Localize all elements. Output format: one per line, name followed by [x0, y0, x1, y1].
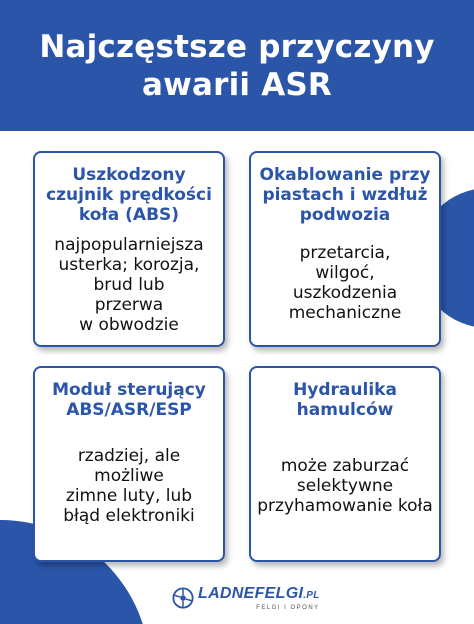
logo-wordmark: [198, 585, 320, 604]
wheel-icon: [172, 587, 194, 609]
card-title: [46, 165, 212, 225]
page-title-line-1: Najczęstsze przyczyny: [39, 28, 435, 65]
logo-brand: LADNEFELGI: [198, 584, 304, 602]
card-title: [293, 380, 397, 420]
card-title-line: podwozia: [299, 205, 391, 225]
page-title-line-2: awarii ASR: [142, 66, 332, 103]
card-body-line: przyhamowanie koła: [257, 496, 433, 516]
card-title-line: Okablowanie przy: [259, 165, 431, 185]
card-body-line: przetarcia,: [299, 243, 391, 263]
card-body-line: brud lub: [93, 275, 165, 295]
card-body-line: może zaburzać: [280, 456, 410, 476]
card-title-line: Uszkodzony: [72, 165, 186, 185]
header-banner: [0, 0, 474, 131]
cause-card-speed-sensor: [33, 151, 225, 347]
card-description: [257, 420, 433, 552]
card-description: [54, 235, 203, 335]
brand-logo[interactable]: [172, 582, 320, 614]
card-body-line: rzadziej, ale możliwe: [77, 446, 181, 486]
card-body-line: błąd elektroniki: [63, 506, 195, 526]
cause-card-control-module: [33, 366, 225, 562]
logo-tagline: FELGI I OPONY: [256, 604, 320, 611]
card-title: [260, 165, 431, 225]
card-body-line: przerwa: [94, 295, 164, 315]
logo-text: [198, 585, 320, 612]
card-title-line: ABS/ASR/ESP: [66, 400, 192, 420]
card-title-line: koła (ABS): [78, 205, 180, 225]
card-description: [41, 420, 217, 552]
card-title: [52, 380, 206, 420]
card-title-line: Moduł sterujący: [52, 380, 206, 400]
card-body-line: wilgoć,: [315, 263, 375, 283]
card-body-line: w obwodzie: [79, 315, 179, 335]
card-title-line: piastach i wzdłuż: [262, 185, 428, 205]
cause-card-brake-hydraulics: [249, 366, 441, 562]
logo-domain-suffix: .PL: [303, 589, 320, 601]
card-title-line: Hydraulika: [293, 380, 397, 400]
card-body-line: zimne luty, lub: [65, 486, 193, 506]
card-title-line: hamulców: [296, 400, 394, 420]
card-body-line: usterka; korozja,: [58, 255, 200, 275]
card-body-line: uszkodzenia: [292, 283, 398, 303]
cause-card-wiring: [249, 151, 441, 347]
card-body-line: selektywne: [296, 476, 394, 496]
card-body-line: najpopularniejsza: [54, 235, 204, 255]
card-description: [289, 243, 402, 323]
card-title-line: czujnik prędkości: [46, 185, 212, 205]
card-body-line: mechaniczne: [288, 303, 402, 323]
